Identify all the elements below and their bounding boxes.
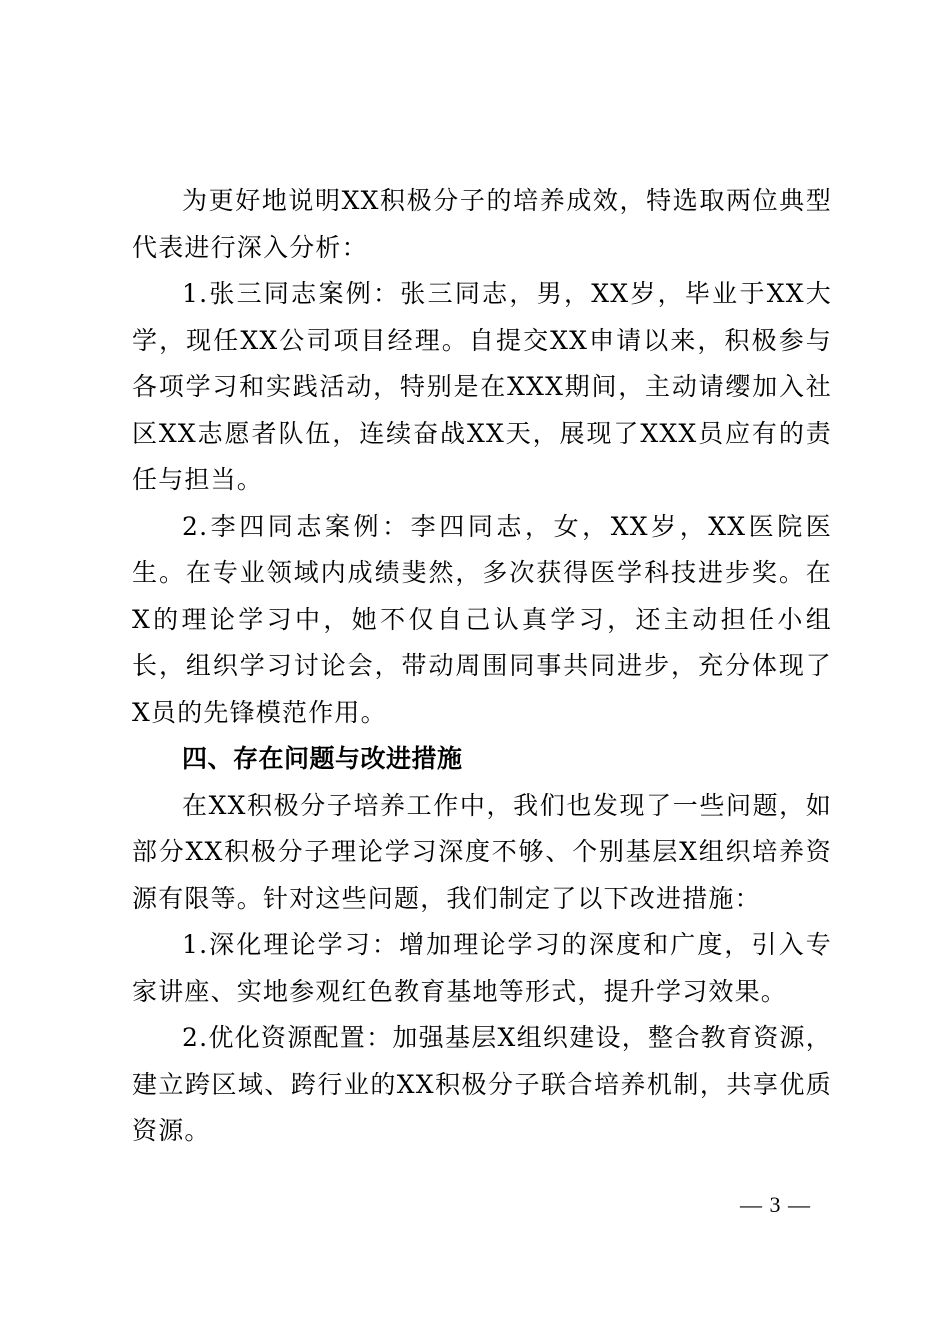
problems-paragraph: 在XX积极分子培养工作中，我们也发现了一些问题，如部分XX积极分子理论学习深度不够、个别基层X组织培养资源有限等。针对这些问题，我们制定了以下改进措施： xyxy=(132,790,832,913)
case-lisi-paragraph: 2.李四同志案例：李四同志，女，XX岁，XX医院医生。在专业领域内成绩斐然，多次获得医学科技进步奖。在X的理论学习中，她不仅自己认真学习，还主动担任小组长，组织学习讨论会，带动周围同事共同进步，充分体现了X员的先锋模范作用。 xyxy=(132,511,832,727)
measure-2-paragraph: 2.优化资源配置：加强基层X组织建设，整合教育资源，建立跨区域、跨行业的XX积极分子联合培养机制，共享优质资源。 xyxy=(132,1023,832,1145)
section-heading: 四、存在问题与改进措施 xyxy=(182,744,463,773)
intro-paragraph: 为更好地说明XX积极分子的培养成效，特选取两位典型代表进行深入分析： xyxy=(132,186,832,262)
measure-1-paragraph: 1.深化理论学习：增加理论学习的深度和广度，引入专家讲座、实地参观红色教育基地等形式，提升学习效果。 xyxy=(132,930,832,1006)
page-number: — 3 — xyxy=(740,1192,811,1217)
document-body xyxy=(132,178,832,1155)
case-zhangsan-paragraph: 1.张三同志案例：张三同志，男，XX岁，毕业于XX大学，现任XX公司项目经理。自提交XX申请以来，积极参与各项学习和实践活动，特别是在XXX期间，主动请缨加入社区XX志愿者队伍，连续奋战XX天，展现了XXX员应有的责任与担当。 xyxy=(132,279,832,494)
